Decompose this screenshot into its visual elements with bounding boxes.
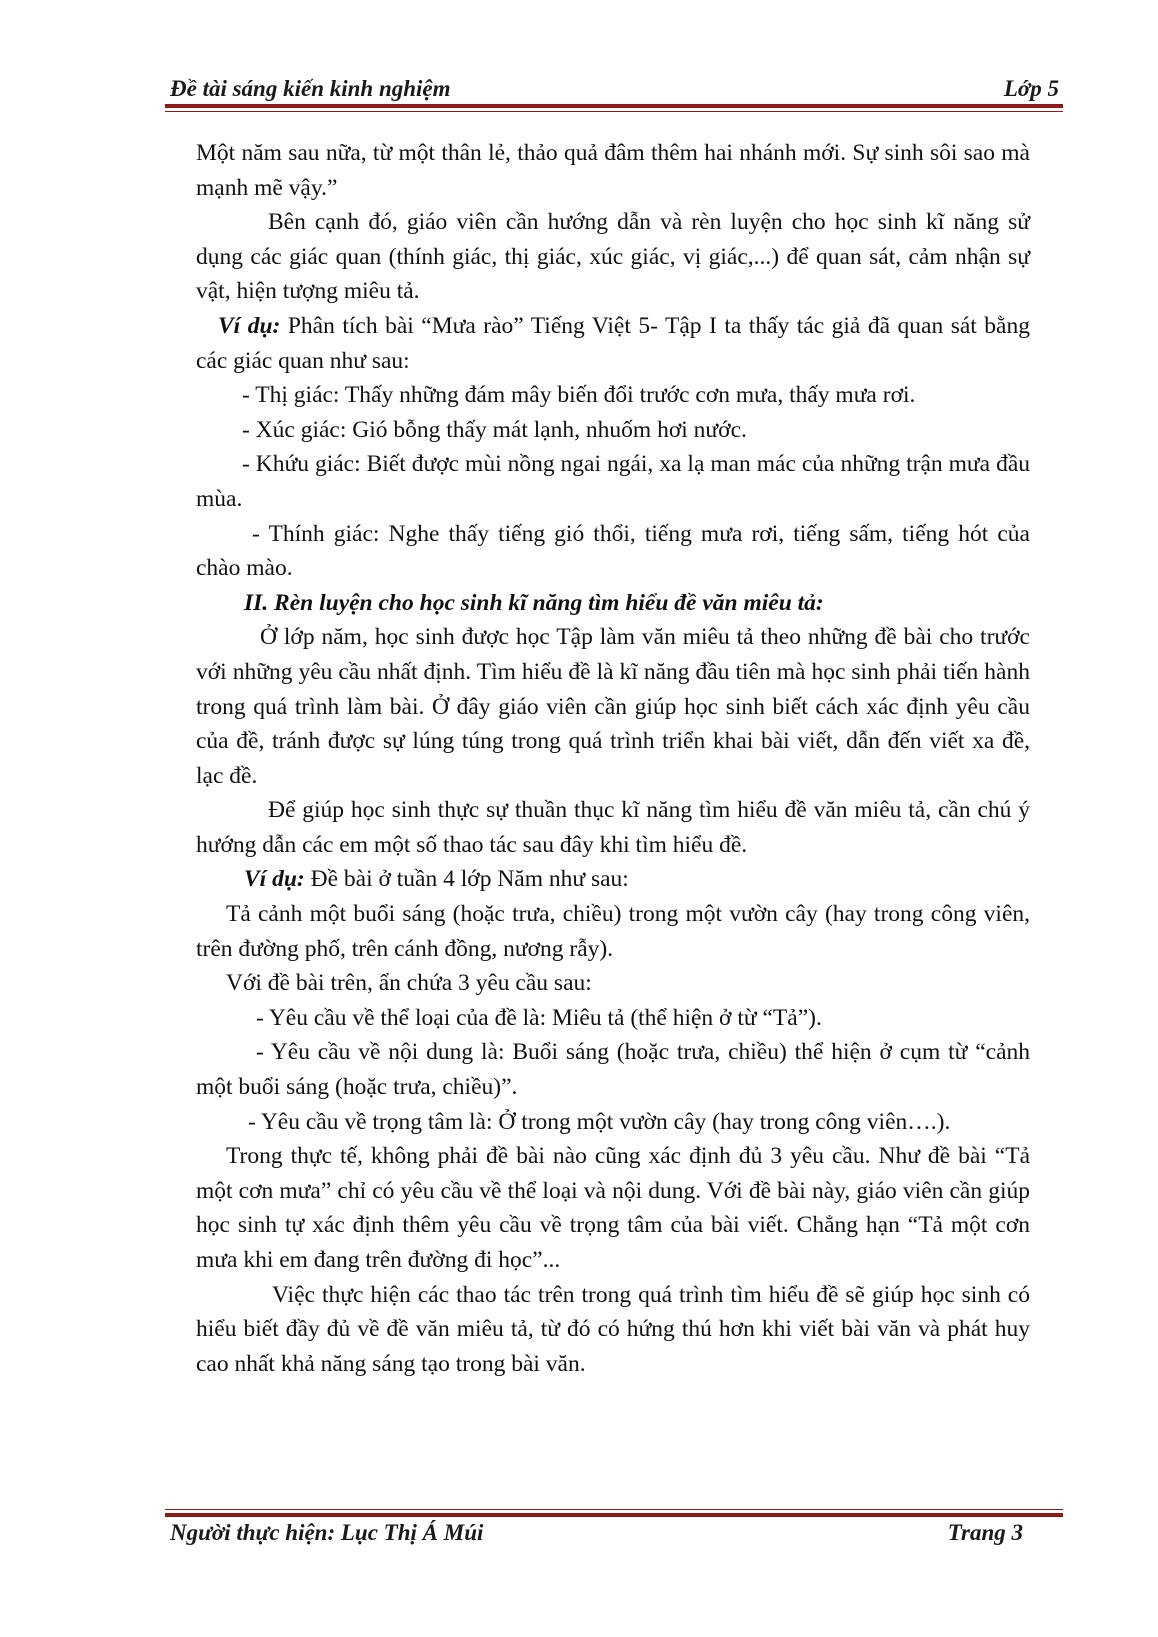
document-body bbox=[196, 136, 1030, 1381]
section-heading: II. Rèn luyện cho học sinh kĩ năng tìm hiểu đề văn miêu tả: bbox=[244, 589, 824, 616]
header-title: Đề tài sáng kiến kinh nghiệm bbox=[170, 76, 451, 101]
example-text: Phân tích bài “Mưa rào” Tiếng Việt 5- Tập I ta thấy tác giả đã quan sát bằng các giác quan như sau: bbox=[196, 312, 1030, 374]
list-item: - Xúc giác: Gió bỗng thấy mát lạnh, nhuốm hơi nước. bbox=[242, 416, 747, 443]
page-header bbox=[170, 70, 1063, 104]
example-label: Ví dụ: bbox=[218, 312, 281, 339]
paragraph: Để giúp học sinh thực sự thuần thục kĩ năng tìm hiểu đề văn miêu tả, cần chú ý hướng dẫn các em một số thao tác sau đây khi tìm hiểu đề. bbox=[196, 797, 1030, 858]
paragraph: Trong thực tế, không phải đề bài nào cũng xác định đủ 3 yêu cầu. Như đề bài “Tả một cơn mưa” chỉ có yêu cầu về thể loại và nội dung. Với đề bài này, giáo viên cần giúp học sinh tự xác định thêm yêu cầu về trọng tâm của bài viết. Chẳng hạn “Tả một cơn mưa khi em đang trên đường đi học”... bbox=[196, 1143, 1030, 1273]
example-paragraph bbox=[196, 309, 1030, 378]
requirement-item: - Yêu cầu về thể loại của đề là: Miêu tả (thể hiện ở từ “Tả”). bbox=[256, 1004, 822, 1031]
paragraph: Một năm sau nữa, từ một thân lẻ, thảo quả đâm thêm hai nhánh mới. Sự sinh sôi sao mà mạnh mẽ vậy.” bbox=[196, 140, 1030, 201]
header-grade: Lớp 5 bbox=[1003, 76, 1059, 101]
footer-divider bbox=[165, 1509, 1063, 1517]
list-item: - Thính giác: Nghe thấy tiếng gió thổi, tiếng mưa rơi, tiếng sấm, tiếng hót của chào mào. bbox=[196, 520, 1030, 582]
paragraph: Tả cảnh một buổi sáng (hoặc trưa, chiều) trong một vườn cây (hay trong công viên, trên đường phố, trên cánh đồng, nương rẫy). bbox=[196, 901, 1030, 962]
paragraph: Bên cạnh đó, giáo viên cần hướng dẫn và rèn luyện cho học sinh kĩ năng sử dụng các giác quan (thính giác, thị giác, xúc giác, vị giác,...) để quan sát, cảm nhận sự vật, hiện tượng miêu tả. bbox=[196, 209, 1030, 305]
paragraph: Việc thực hiện các thao tác trên trong quá trình tìm hiểu đề sẽ giúp học sinh có hiểu biết đầy đủ về đề văn miêu tả, từ đó có hứng thú hơn khi viết bài văn và phát huy cao nhất khả năng sáng tạo trong bài văn. bbox=[196, 1281, 1030, 1377]
list-item: - Khứu giác: Biết được mùi nồng ngai ngái, xa lạ man mác của những trận mưa đầu mùa. bbox=[196, 451, 1030, 512]
requirement-item: - Yêu cầu về nội dung là: Buổi sáng (hoặc trưa, chiều) thể hiện ở cụm từ “cảnh một buổi sáng (hoặc trưa, chiều)”. bbox=[196, 1039, 1030, 1101]
paragraph: Ở lớp năm, học sinh được học Tập làm văn miêu tả theo những đề bài cho trước với những yêu cầu nhất định. Tìm hiểu đề là kĩ năng đầu tiên mà học sinh phải tiến hành trong quá trình làm bài. Ở đây giáo viên cần giúp học sinh biết cách xác định yêu cầu của đề, tránh được sự lúng túng trong quá trình triển khai bài viết, dẫn đến viết xa đề, lạc đề. bbox=[196, 624, 1030, 789]
example-paragraph bbox=[196, 862, 1030, 897]
requirement-item: - Yêu cầu về trọng tâm là: Ở trong một vườn cây (hay trong công viên….). bbox=[248, 1108, 951, 1135]
header-divider bbox=[165, 104, 1063, 112]
page-footer bbox=[170, 1518, 1063, 1552]
page-number: Trang 3 bbox=[947, 1520, 1023, 1545]
list-item: - Thị giác: Thấy những đám mây biến đổi trước cơn mưa, thấy mưa rơi. bbox=[242, 382, 916, 409]
paragraph: Với đề bài trên, ẩn chứa 3 yêu cầu sau: bbox=[226, 970, 592, 997]
example-text: Đề bài ở tuần 4 lớp Năm như sau: bbox=[304, 866, 629, 893]
footer-author: Người thực hiện: Lục Thị Á Múi bbox=[170, 1520, 484, 1545]
example-label: Ví dụ: bbox=[244, 866, 305, 893]
